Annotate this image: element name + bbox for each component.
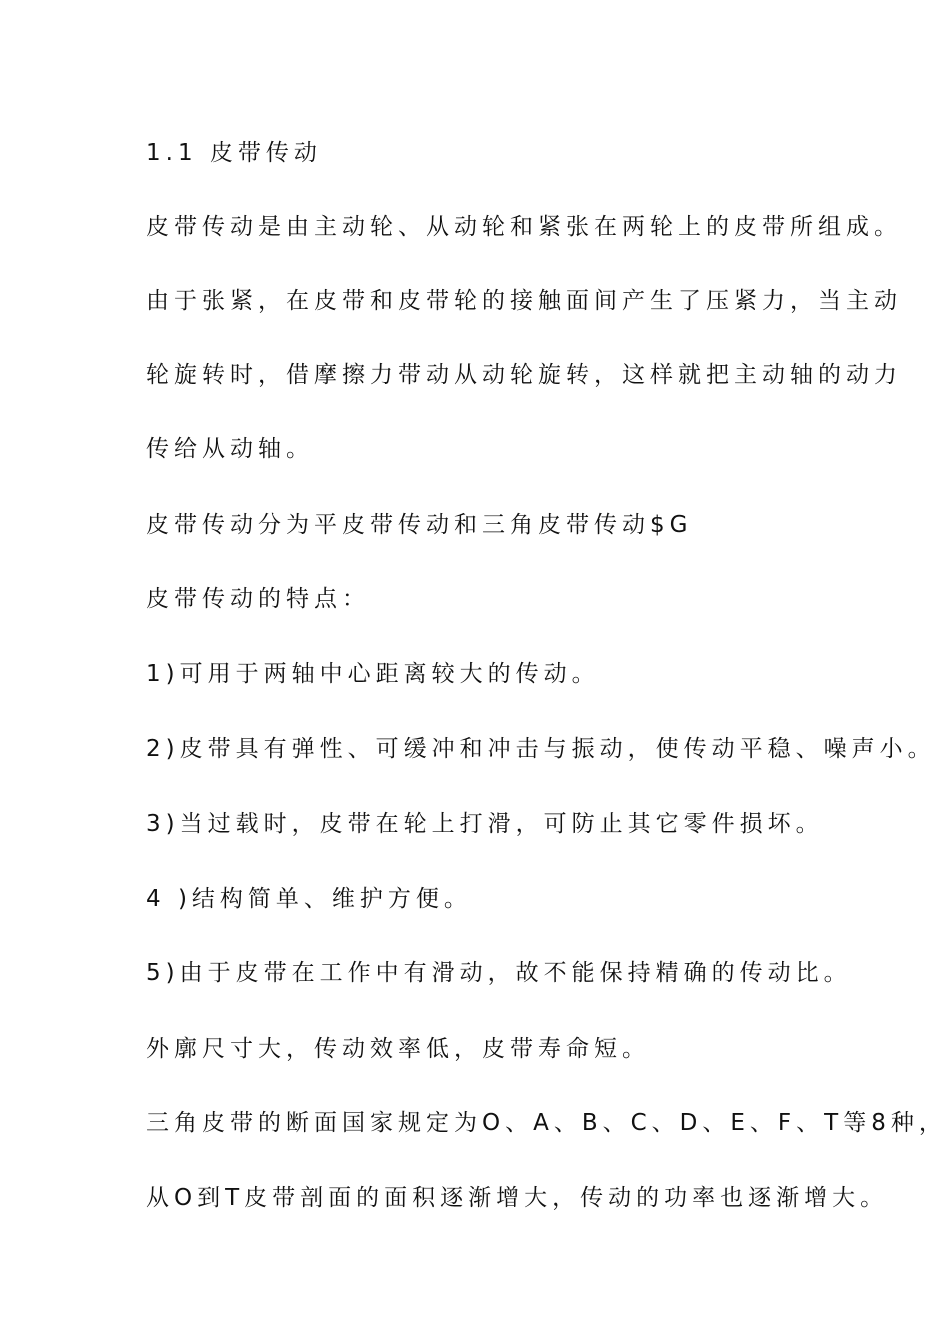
section-heading: 1.1 皮带传动 xyxy=(146,140,322,166)
paragraph-line: 从O到T皮带剖面的面积逐渐增大，传动的功率也逐渐增大。 xyxy=(146,1185,889,1211)
feature-item: 1)可用于两轴中心距离较大的传动。 xyxy=(146,661,600,687)
feature-item: 4 )结构简单、维护方便。 xyxy=(146,886,472,912)
features-title: 皮带传动的特点： xyxy=(146,586,370,612)
paragraph-line: 三角皮带的断面国家规定为O、A、B、C、D、E、F、T等8种， xyxy=(146,1110,947,1136)
feature-item: 5)由于皮带在工作中有滑动，故不能保持精确的传动比。 xyxy=(146,960,852,986)
drawbacks-line: 外廓尺寸大，传动效率低，皮带寿命短。 xyxy=(146,1036,650,1062)
paragraph-line: 传给从动轴。 xyxy=(146,436,314,462)
paragraph-line: 轮旋转时，借摩擦力带动从动轮旋转，这样就把主动轴的动力 xyxy=(146,362,902,388)
paragraph-line: 皮带传动是由主动轮、从动轮和紧张在两轮上的皮带所组成。 xyxy=(146,214,902,240)
types-line: 皮带传动分为平皮带传动和三角皮带传动$G xyxy=(146,512,693,538)
paragraph-line: 由于张紧，在皮带和皮带轮的接触面间产生了压紧力，当主动 xyxy=(146,288,902,314)
feature-item: 2)皮带具有弹性、可缓冲和冲击与振动，使传动平稳、噪声小。 xyxy=(146,736,936,762)
feature-item: 3)当过载时，皮带在轮上打滑，可防止其它零件损坏。 xyxy=(146,811,824,837)
